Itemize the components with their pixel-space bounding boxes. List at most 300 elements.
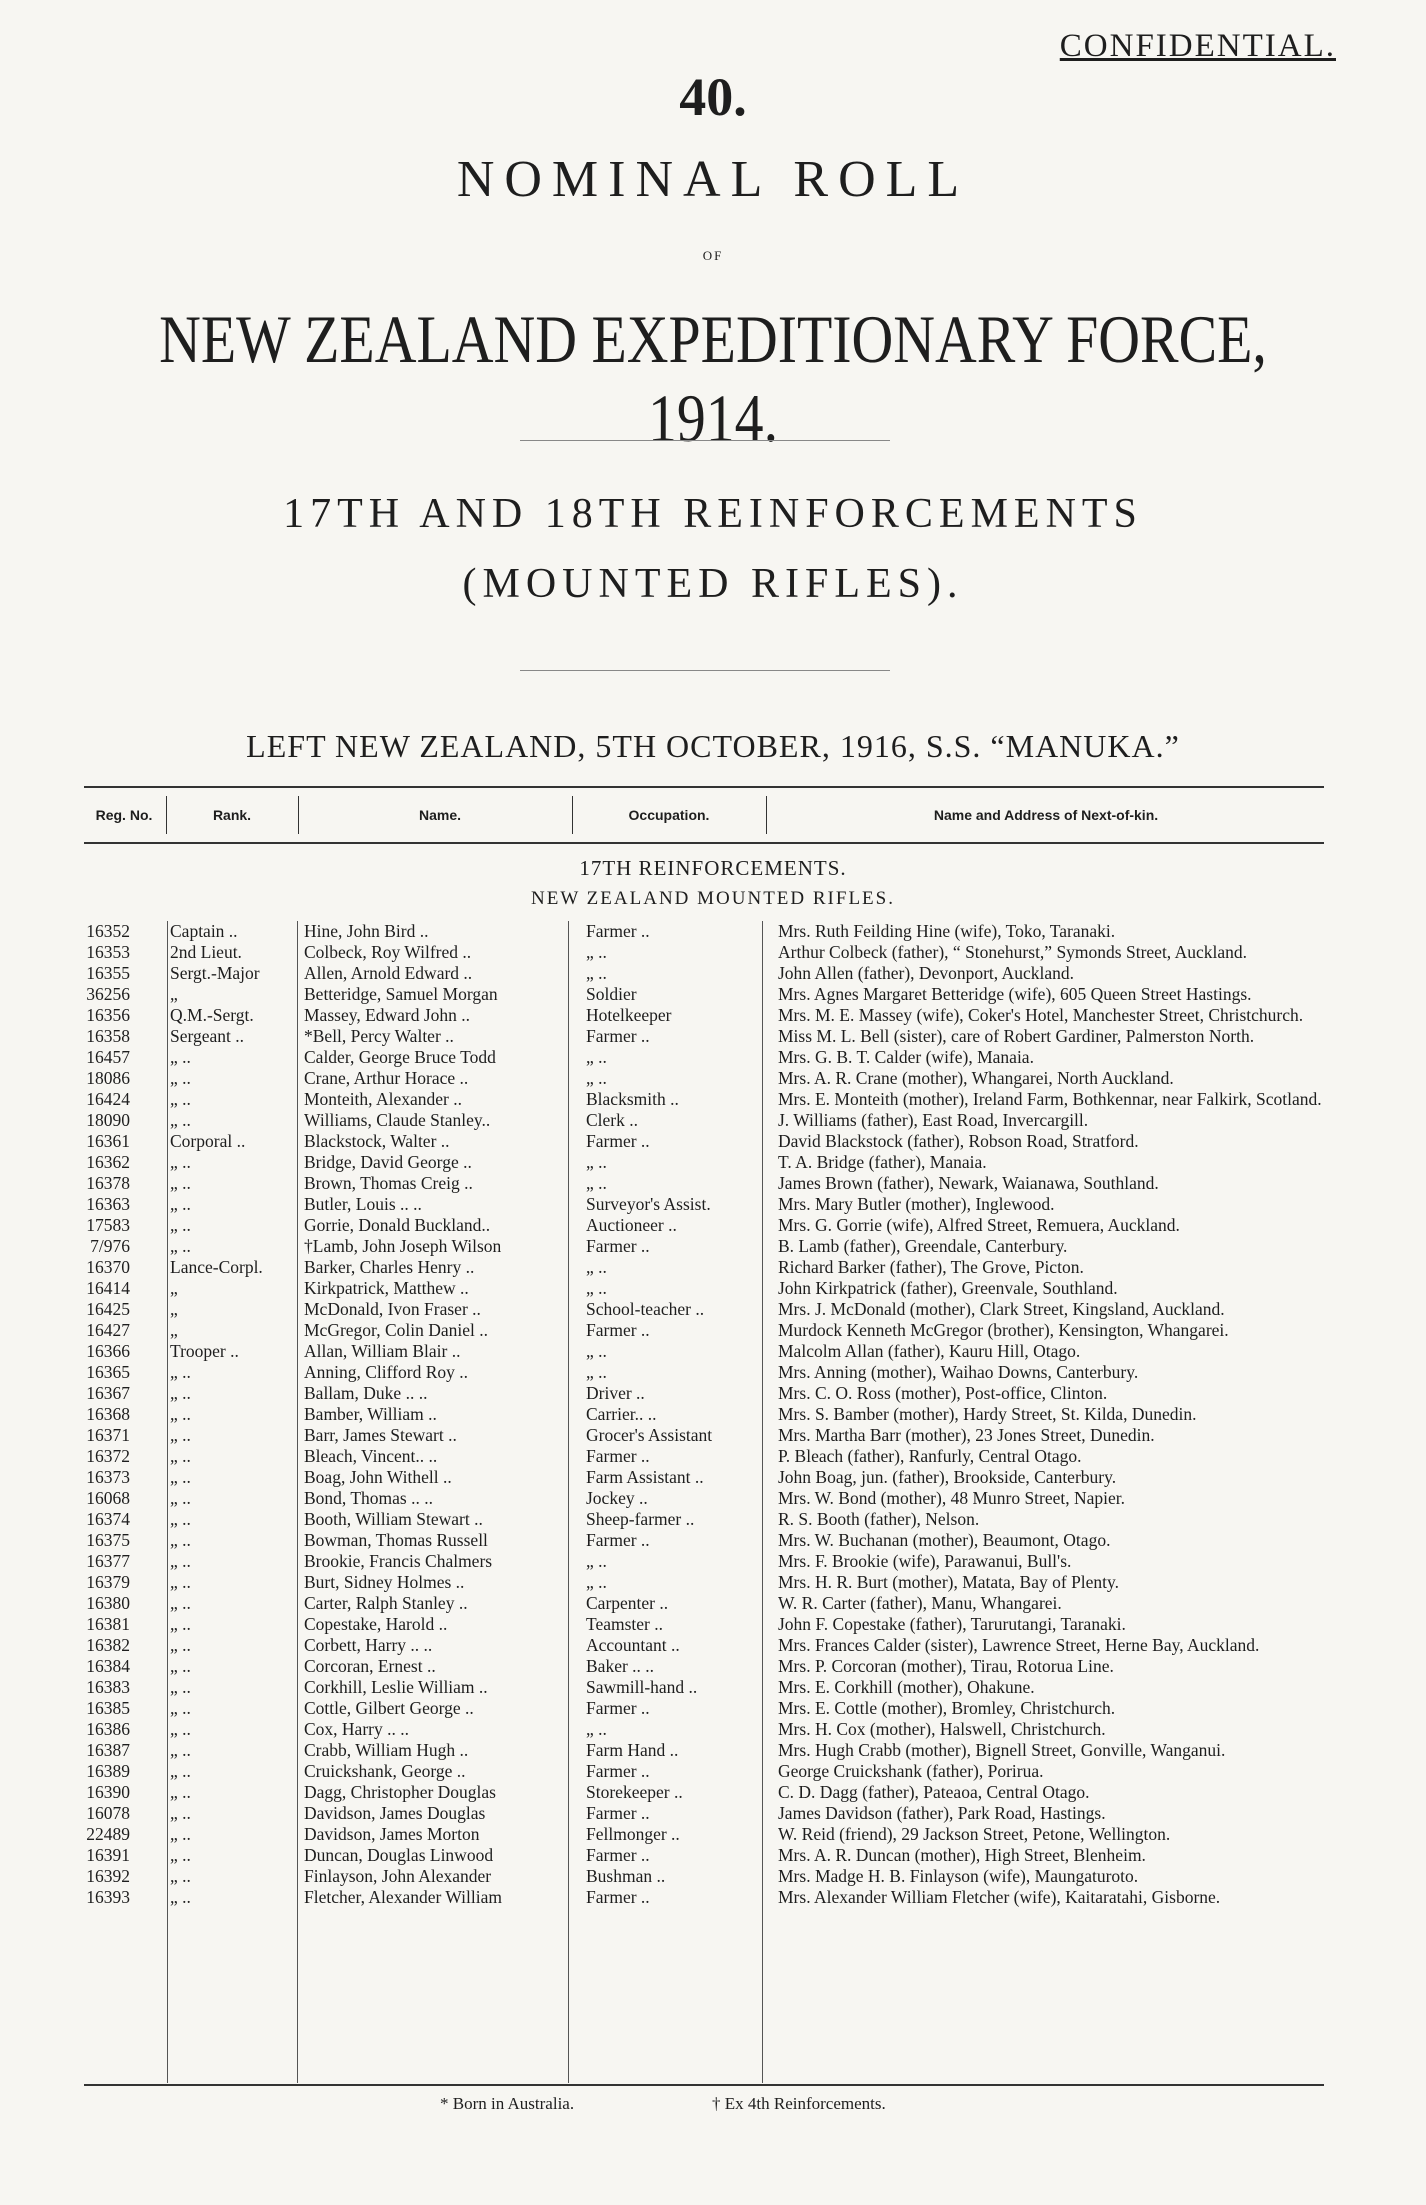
table-row	[84, 1320, 1324, 1341]
table-row	[84, 942, 1324, 963]
reg-no: 16390	[86, 1782, 130, 1802]
rank: „ ..	[170, 1845, 191, 1865]
table-row	[84, 1173, 1324, 1194]
table-row	[84, 1719, 1324, 1740]
name: Cruickshank, George ..	[304, 1761, 466, 1781]
column-rank: Rank.	[212, 807, 252, 823]
name: Finlayson, John Alexander	[304, 1866, 492, 1886]
rank: Q.M.-Sergt.	[170, 1005, 254, 1025]
occupation: Farm Hand ..	[586, 1740, 679, 1760]
occupation: „ ..	[586, 942, 607, 962]
occupation: „ ..	[586, 1068, 607, 1088]
reg-no: 16387	[86, 1740, 130, 1760]
table-row	[84, 1593, 1324, 1614]
rank: „	[170, 1278, 178, 1298]
section-subtitle: NEW ZEALAND MOUNTED RIFLES.	[531, 888, 895, 909]
next-of-kin: Mrs. W. Buchanan (mother), Beaumont, Otago.	[778, 1530, 1111, 1550]
name: Anning, Clifford Roy ..	[304, 1362, 468, 1382]
reg-no: 16366	[86, 1341, 130, 1361]
rank: „ ..	[170, 1866, 191, 1886]
reg-no: 16368	[86, 1404, 130, 1424]
occupation: Accountant ..	[586, 1635, 680, 1655]
next-of-kin: Mrs. G. Gorrie (wife), Alfred Street, Remuera, Auckland.	[778, 1215, 1180, 1235]
occupation: Baker .. ..	[586, 1656, 655, 1676]
rank: „ ..	[170, 1656, 191, 1676]
name: Betteridge, Samuel Morgan	[304, 984, 498, 1004]
name: Burt, Sidney Holmes ..	[304, 1572, 465, 1592]
reg-no: 16389	[86, 1761, 130, 1781]
name: Davidson, James Morton	[304, 1824, 480, 1844]
table-row	[84, 984, 1324, 1005]
occupation: Blacksmith ..	[586, 1089, 679, 1109]
table-row	[84, 1845, 1324, 1866]
next-of-kin: Mrs. Martha Barr (mother), 23 Jones Street, Dunedin.	[778, 1425, 1155, 1445]
name: Bond, Thomas .. ..	[304, 1488, 433, 1508]
table-row	[84, 1887, 1324, 1908]
table-row	[84, 1467, 1324, 1488]
rank: „ ..	[170, 1551, 191, 1571]
table-row	[84, 1656, 1324, 1677]
table-row	[84, 1257, 1324, 1278]
table-header	[84, 786, 1324, 844]
next-of-kin: T. A. Bridge (father), Manaia.	[778, 1152, 987, 1172]
table-row	[84, 1677, 1324, 1698]
name: †Lamb, John Joseph Wilson	[304, 1236, 502, 1256]
next-of-kin: Mrs. E. Corkhill (mother), Ohakune.	[778, 1677, 1035, 1697]
rank: „	[170, 1320, 178, 1340]
occupation: „ ..	[586, 1173, 607, 1193]
name: McGregor, Colin Daniel ..	[304, 1320, 488, 1340]
name: Bleach, Vincent.. ..	[304, 1446, 438, 1466]
occupation: „ ..	[586, 1278, 607, 1298]
table-row	[84, 1572, 1324, 1593]
table-row	[84, 1005, 1324, 1026]
reg-no: 16078	[86, 1803, 130, 1823]
reg-no: 16358	[86, 1026, 130, 1046]
occupation: Fellmonger ..	[586, 1824, 680, 1844]
next-of-kin: Mrs. P. Corcoran (mother), Tirau, Rotorua Line.	[778, 1656, 1114, 1676]
table-row	[84, 963, 1324, 984]
name: Corbett, Harry .. ..	[304, 1635, 433, 1655]
next-of-kin: Mrs. F. Brookie (wife), Parawanui, Bull's.	[778, 1551, 1072, 1571]
occupation: Farmer ..	[586, 921, 650, 941]
column-reg-no: Reg. No.	[95, 807, 153, 823]
rank: „ ..	[170, 1593, 191, 1613]
rank: „ ..	[170, 1782, 191, 1802]
occupation: Clerk ..	[586, 1110, 639, 1130]
table-row	[84, 1635, 1324, 1656]
occupation: Driver ..	[586, 1383, 645, 1403]
name: Colbeck, Roy Wilfred ..	[304, 942, 472, 962]
footnote-born: * Born in Australia.	[440, 2094, 575, 2113]
name: McDonald, Ivon Fraser ..	[304, 1299, 481, 1319]
rank: Lance-Corpl.	[170, 1257, 263, 1277]
name: Bamber, William ..	[304, 1404, 437, 1424]
table-row	[84, 1236, 1324, 1257]
rank: „ ..	[170, 1215, 191, 1235]
rank: „ ..	[170, 1047, 191, 1067]
column-occupation: Occupation.	[628, 807, 710, 823]
next-of-kin: James Davidson (father), Park Road, Hastings.	[778, 1803, 1106, 1823]
reg-no: 36256	[86, 984, 130, 1004]
rank: „	[170, 1299, 178, 1319]
reg-no: 16371	[86, 1425, 130, 1445]
section-title: 17TH REINFORCEMENTS.	[579, 856, 847, 880]
rank: „ ..	[170, 1509, 191, 1529]
next-of-kin: Arthur Colbeck (father), “ Stonehurst,” Symonds Street, Auckland.	[778, 942, 1247, 962]
occupation: Farmer ..	[586, 1530, 650, 1550]
name: Duncan, Douglas Linwood	[304, 1845, 494, 1865]
next-of-kin: Mrs. G. B. T. Calder (wife), Manaia.	[778, 1047, 1034, 1067]
rank: „ ..	[170, 1173, 191, 1193]
next-of-kin: John F. Copestake (father), Tarurutangi, Taranaki.	[778, 1614, 1126, 1634]
roll-number: 40.	[679, 67, 747, 127]
rank: „ ..	[170, 1236, 191, 1256]
occupation: Sawmill-hand ..	[586, 1677, 698, 1697]
reinforcements-title: 17TH AND 18TH REINFORCEMENTS	[283, 491, 1143, 537]
name: Carter, Ralph Stanley ..	[304, 1593, 468, 1613]
table-row	[84, 1152, 1324, 1173]
reg-no: 16382	[86, 1635, 130, 1655]
rank: „ ..	[170, 1383, 191, 1403]
occupation: School-teacher ..	[586, 1299, 705, 1319]
table-row	[84, 1194, 1324, 1215]
name: Copestake, Harold ..	[304, 1614, 448, 1634]
table-row	[84, 1509, 1324, 1530]
table-row	[84, 1488, 1324, 1509]
next-of-kin: John Kirkpatrick (father), Greenvale, Southland.	[778, 1278, 1118, 1298]
reg-no: 16365	[86, 1362, 130, 1382]
rank: „ ..	[170, 1719, 191, 1739]
reg-no: 16372	[86, 1446, 130, 1466]
next-of-kin: B. Lamb (father), Greendale, Canterbury.	[778, 1236, 1068, 1256]
reg-no: 18090	[86, 1110, 130, 1130]
table-row	[84, 1782, 1324, 1803]
table-bottom-rule	[84, 2084, 1324, 2086]
next-of-kin: Mrs. C. O. Ross (mother), Post-office, Clinton.	[778, 1383, 1108, 1403]
occupation: Carrier.. ..	[586, 1404, 657, 1424]
reg-no: 16377	[86, 1551, 130, 1571]
next-of-kin: Mrs. E. Cottle (mother), Bromley, Christchurch.	[778, 1698, 1116, 1718]
table-row	[84, 1110, 1324, 1131]
reg-no: 16378	[86, 1173, 130, 1193]
occupation: „ ..	[586, 1362, 607, 1382]
table-row	[84, 1740, 1324, 1761]
occupation: Grocer's Assistant	[586, 1425, 713, 1445]
reg-no: 16373	[86, 1467, 130, 1487]
next-of-kin: James Brown (father), Newark, Waianawa, Southland.	[778, 1173, 1159, 1193]
name: Cox, Harry .. ..	[304, 1719, 409, 1739]
next-of-kin: Mrs. Agnes Margaret Betteridge (wife), 605 Queen Street Hastings.	[778, 984, 1252, 1004]
next-of-kin: Mrs. E. Monteith (mother), Ireland Farm, Bothkennar, near Falkirk, Scotland.	[778, 1089, 1322, 1109]
occupation: Farmer ..	[586, 1845, 650, 1865]
name: Ballam, Duke .. ..	[304, 1383, 428, 1403]
table-row	[84, 1530, 1324, 1551]
name: Fletcher, Alexander William	[304, 1887, 503, 1907]
next-of-kin: Miss M. L. Bell (sister), care of Robert Gardiner, Palmerston North.	[778, 1026, 1255, 1046]
occupation: „ ..	[586, 1572, 607, 1592]
name: Cottle, Gilbert George ..	[304, 1698, 474, 1718]
next-of-kin: Mrs. S. Bamber (mother), Hardy Street, St. Kilda, Dunedin.	[778, 1404, 1197, 1424]
reg-no: 16374	[86, 1509, 130, 1529]
name: Kirkpatrick, Matthew ..	[304, 1278, 469, 1298]
next-of-kin: Mrs. Ruth Feilding Hine (wife), Toko, Taranaki.	[778, 921, 1116, 941]
departure-line: LEFT NEW ZEALAND, 5TH OCTOBER, 1916, S.S. “MANUKA.”	[246, 728, 1180, 764]
roll-table	[84, 921, 1324, 1908]
column-separator	[298, 796, 299, 834]
rank: Trooper ..	[170, 1341, 239, 1361]
table-row	[84, 1026, 1324, 1047]
next-of-kin: Mrs. Anning (mother), Waihao Downs, Canterbury.	[778, 1362, 1139, 1382]
next-of-kin: David Blackstock (father), Robson Road, Stratford.	[778, 1131, 1139, 1151]
table-row	[84, 1299, 1324, 1320]
next-of-kin: Mrs. Frances Calder (sister), Lawrence Street, Herne Bay, Auckland.	[778, 1635, 1260, 1655]
rank: „ ..	[170, 1530, 191, 1550]
reg-no: 16367	[86, 1383, 130, 1403]
occupation: „ ..	[586, 1719, 607, 1739]
occupation: „ ..	[586, 1047, 607, 1067]
reg-no: 16068	[86, 1488, 130, 1508]
reg-no: 16355	[86, 963, 130, 983]
divider	[520, 440, 890, 441]
reg-no: 16457	[86, 1047, 130, 1067]
table-row	[84, 1614, 1324, 1635]
table-row	[84, 1341, 1324, 1362]
reg-no: 16424	[86, 1089, 130, 1109]
table-row	[84, 1698, 1324, 1719]
rank: „ ..	[170, 1740, 191, 1760]
table-row	[84, 1383, 1324, 1404]
reg-no: 16363	[86, 1194, 130, 1214]
table-row	[84, 1047, 1324, 1068]
reg-no: 16353	[86, 942, 130, 962]
rank: „ ..	[170, 1089, 191, 1109]
next-of-kin: George Cruickshank (father), Porirua.	[778, 1761, 1044, 1781]
reg-no: 16392	[86, 1866, 130, 1886]
next-of-kin: W. R. Carter (father), Manu, Whangarei.	[778, 1593, 1062, 1613]
occupation: Storekeeper ..	[586, 1782, 683, 1802]
reg-no: 16427	[86, 1320, 130, 1340]
next-of-kin: Mrs. J. McDonald (mother), Clark Street, Kingsland, Auckland.	[778, 1299, 1225, 1319]
next-of-kin: Murdock Kenneth McGregor (brother), Kensington, Whangarei.	[778, 1320, 1229, 1340]
reg-no: 16362	[86, 1152, 130, 1172]
name: *Bell, Percy Walter ..	[304, 1026, 454, 1046]
name: Gorrie, Donald Buckland..	[304, 1215, 491, 1235]
occupation: Surveyor's Assist.	[586, 1194, 711, 1214]
name: Barr, James Stewart ..	[304, 1425, 457, 1445]
table-row	[84, 1404, 1324, 1425]
reg-no: 16383	[86, 1677, 130, 1697]
rank: „ ..	[170, 1194, 191, 1214]
table-row	[84, 1446, 1324, 1467]
rank: 2nd Lieut.	[170, 942, 242, 962]
table-row	[84, 1551, 1324, 1572]
rank: Corporal ..	[170, 1131, 246, 1151]
reg-no: 16361	[86, 1131, 130, 1151]
occupation: Hotelkeeper	[586, 1005, 672, 1025]
rank: „ ..	[170, 1068, 191, 1088]
confidential-stamp: CONFIDENTIAL.	[1059, 28, 1336, 64]
name: Monteith, Alexander ..	[304, 1089, 462, 1109]
next-of-kin: Mrs. A. R. Crane (mother), Whangarei, North Auckland.	[778, 1068, 1174, 1088]
rank: „ ..	[170, 1824, 191, 1844]
next-of-kin: Mrs. H. R. Burt (mother), Matata, Bay of Plenty.	[778, 1572, 1120, 1592]
name: Davidson, James Douglas	[304, 1803, 486, 1823]
divider	[520, 670, 890, 671]
occupation: Sheep-farmer ..	[586, 1509, 695, 1529]
occupation: Farmer ..	[586, 1446, 650, 1466]
name: Blackstock, Walter ..	[304, 1131, 450, 1151]
occupation: Farmer ..	[586, 1026, 650, 1046]
reg-no: 16370	[86, 1257, 130, 1277]
occupation: „ ..	[586, 963, 607, 983]
rank: „ ..	[170, 1488, 191, 1508]
rank: „ ..	[170, 1635, 191, 1655]
reg-no: 16414	[86, 1278, 130, 1298]
rank: „ ..	[170, 1467, 191, 1487]
next-of-kin: Mrs. Madge H. B. Finlayson (wife), Maungaturoto.	[778, 1866, 1139, 1886]
name: Crabb, William Hugh ..	[304, 1740, 469, 1760]
occupation: Farmer ..	[586, 1761, 650, 1781]
rank: „ ..	[170, 1614, 191, 1634]
next-of-kin: Richard Barker (father), The Grove, Picton.	[778, 1257, 1084, 1277]
reg-no: 16381	[86, 1614, 130, 1634]
column-separator	[166, 796, 167, 834]
name: Brookie, Francis Chalmers	[304, 1551, 493, 1571]
table-row	[84, 921, 1324, 942]
rank: „ ..	[170, 1887, 191, 1907]
reg-no: 22489	[86, 1824, 130, 1844]
name: Allan, William Blair ..	[304, 1341, 461, 1361]
table-row	[84, 1761, 1324, 1782]
table-row	[84, 1278, 1324, 1299]
name: Massey, Edward John ..	[304, 1005, 471, 1025]
name: Williams, Claude Stanley..	[304, 1110, 491, 1130]
occupation: Farmer ..	[586, 1698, 650, 1718]
name: Dagg, Christopher Douglas	[304, 1782, 496, 1802]
table-row	[84, 1362, 1324, 1383]
name: Corkhill, Leslie William ..	[304, 1677, 488, 1697]
name: Boag, John Withell ..	[304, 1467, 452, 1487]
reg-no: 16380	[86, 1593, 130, 1613]
name: Bowman, Thomas Russell	[304, 1530, 488, 1550]
name: Allen, Arnold Edward ..	[304, 963, 473, 983]
next-of-kin: W. Reid (friend), 29 Jackson Street, Petone, Wellington.	[778, 1824, 1171, 1844]
page-title: NOMINAL ROLL	[456, 151, 970, 208]
next-of-kin: Mrs. Mary Butler (mother), Inglewood.	[778, 1194, 1055, 1214]
rank: „ ..	[170, 1110, 191, 1130]
rank: „ ..	[170, 1572, 191, 1592]
next-of-kin: R. S. Booth (father), Nelson.	[778, 1509, 980, 1529]
occupation: Carpenter ..	[586, 1593, 669, 1613]
occupation: Bushman ..	[586, 1866, 666, 1886]
table-row	[84, 1803, 1324, 1824]
rank: „ ..	[170, 1152, 191, 1172]
reg-no: 18086	[86, 1068, 130, 1088]
column-name: Name.	[418, 807, 462, 823]
column-separator	[766, 796, 767, 834]
reg-no: 16384	[86, 1656, 130, 1676]
occupation: Farmer ..	[586, 1803, 650, 1823]
next-of-kin: John Boag, jun. (father), Brookside, Canterbury.	[778, 1467, 1117, 1487]
force-title: NEW ZEALAND EXPEDITIONARY FORCE, 1914.	[159, 301, 1267, 456]
reg-no: 16425	[86, 1299, 130, 1319]
occupation: Farm Assistant ..	[586, 1467, 704, 1487]
rank: „	[170, 984, 178, 1004]
name: Butler, Louis .. ..	[304, 1194, 422, 1214]
table-row	[84, 1089, 1324, 1110]
table-row	[84, 1068, 1324, 1089]
occupation: Jockey ..	[586, 1488, 648, 1508]
rank: „ ..	[170, 1698, 191, 1718]
name: Barker, Charles Henry ..	[304, 1257, 475, 1277]
name: Bridge, David George ..	[304, 1152, 472, 1172]
reg-no: 16352	[86, 921, 130, 941]
reg-no: 16375	[86, 1530, 130, 1550]
table-row	[84, 1824, 1324, 1845]
rank: „ ..	[170, 1803, 191, 1823]
reg-no: 16386	[86, 1719, 130, 1739]
occupation: Farmer ..	[586, 1887, 650, 1907]
occupation: Farmer ..	[586, 1236, 650, 1256]
next-of-kin: C. D. Dagg (father), Pateaoa, Central Otago.	[778, 1782, 1090, 1802]
reg-no: 7/976	[90, 1236, 130, 1256]
next-of-kin: Mrs. M. E. Massey (wife), Coker's Hotel, Manchester Street, Christchurch.	[778, 1005, 1304, 1025]
rank: „ ..	[170, 1761, 191, 1781]
name: Brown, Thomas Creig ..	[304, 1173, 473, 1193]
reg-no: 16385	[86, 1698, 130, 1718]
reg-no: 16356	[86, 1005, 130, 1025]
reg-no: 16379	[86, 1572, 130, 1592]
name: Calder, George Bruce Todd	[304, 1047, 496, 1067]
footnote-ex: † Ex 4th Reinforcements.	[712, 2094, 886, 2113]
rank: „ ..	[170, 1677, 191, 1697]
occupation: Soldier	[586, 984, 637, 1004]
occupation: Auctioneer ..	[586, 1215, 677, 1235]
name: Crane, Arthur Horace ..	[304, 1068, 469, 1088]
column-next-of-kin: Name and Address of Next-of-kin.	[933, 807, 1159, 823]
table-row	[84, 1131, 1324, 1152]
mounted-rifles-title: (MOUNTED RIFLES).	[462, 561, 964, 607]
next-of-kin: Mrs. A. R. Duncan (mother), High Street, Blenheim.	[778, 1845, 1146, 1865]
next-of-kin: P. Bleach (father), Ranfurly, Central Otago.	[778, 1446, 1082, 1466]
next-of-kin: Mrs. W. Bond (mother), 48 Munro Street, Napier.	[778, 1488, 1126, 1508]
next-of-kin: John Allen (father), Devonport, Auckland.	[778, 963, 1074, 983]
reg-no: 16393	[86, 1887, 130, 1907]
next-of-kin: Mrs. Alexander William Fletcher (wife), Kaitaratahi, Gisborne.	[778, 1887, 1221, 1907]
reg-no: 17583	[86, 1215, 130, 1235]
rank: „ ..	[170, 1404, 191, 1424]
reg-no: 16391	[86, 1845, 130, 1865]
table-row	[84, 1425, 1324, 1446]
next-of-kin: Mrs. H. Cox (mother), Halswell, Christchurch.	[778, 1719, 1106, 1739]
next-of-kin: Malcolm Allan (father), Kauru Hill, Otago.	[778, 1341, 1081, 1361]
occupation: Farmer ..	[586, 1131, 650, 1151]
rank: Sergt.-Major	[170, 963, 260, 983]
name: Booth, William Stewart ..	[304, 1509, 483, 1529]
rank: Captain ..	[170, 921, 238, 941]
column-separator	[572, 796, 573, 834]
next-of-kin: Mrs. Hugh Crabb (mother), Bignell Street, Gonville, Wanganui.	[778, 1740, 1226, 1760]
rank: „ ..	[170, 1362, 191, 1382]
next-of-kin: J. Williams (father), East Road, Invercargill.	[778, 1110, 1089, 1130]
table-row	[84, 1866, 1324, 1887]
table-row	[84, 1215, 1324, 1236]
occupation: Teamster ..	[586, 1614, 664, 1634]
occupation: „ ..	[586, 1551, 607, 1571]
title-of: OF	[702, 248, 724, 263]
occupation: „ ..	[586, 1152, 607, 1172]
